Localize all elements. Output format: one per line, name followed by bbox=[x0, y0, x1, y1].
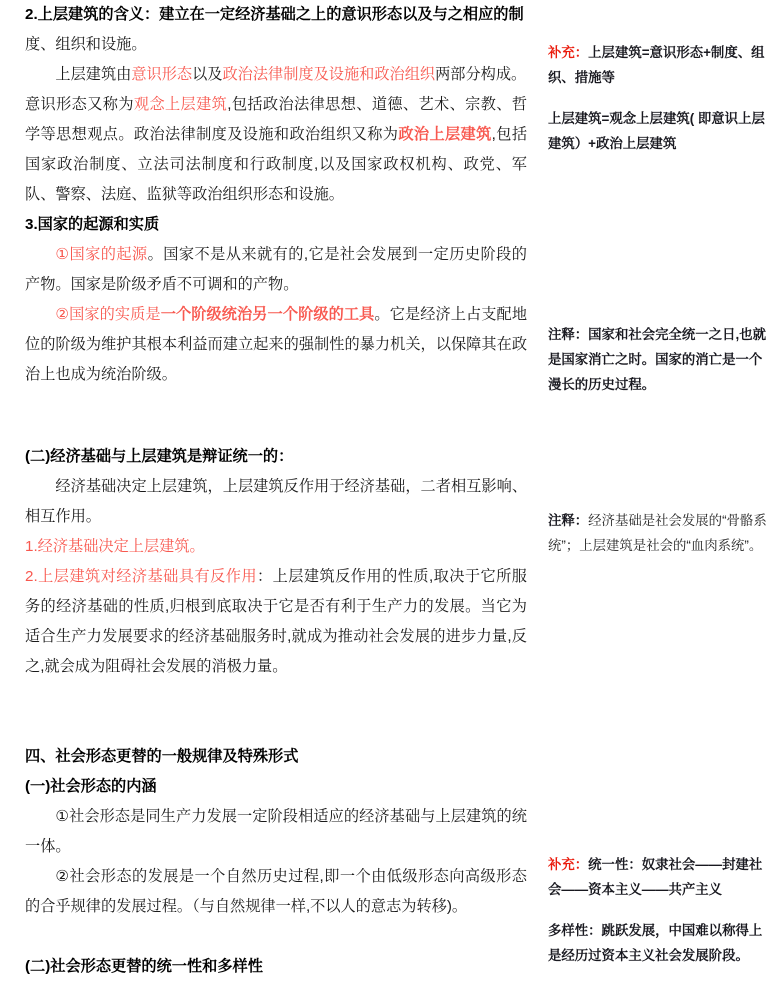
s2-p2-b: ,包括政治法律思想、道德、艺术、宗教、哲学等思想观点。政治法律制度及设施和政治组织又称为 bbox=[25, 96, 528, 143]
s-er-point2-rest: ：上层建筑反作用的性质,取决于它所服务的经济基础的性质,归根到底取决于它是否有利于生产力的发展。当它为适合生产力发展要求的经济基础服务时,就成为推动社会发展的进步力量,反之,就会成为阻碍社会发展的消极力量。 bbox=[25, 568, 527, 675]
section-3-heading: 3.国家的起源和实质 bbox=[25, 216, 160, 233]
s3-item2-red: ②国家的实质是 bbox=[55, 306, 161, 323]
section-4-sub1-item-1: ①社会形态是同生产力发展一定阶段相适应的经济基础与上层建筑的统一体。 bbox=[25, 808, 527, 855]
section-er-point-2 bbox=[25, 562, 527, 682]
margin-note-4-line-1 bbox=[548, 852, 768, 902]
margin-note-2-line bbox=[548, 322, 768, 397]
margin-note-2-label: 注释： bbox=[548, 327, 589, 342]
s-er-point1-red: 1.经济基础决定上层建筑。 bbox=[25, 538, 205, 555]
spacer-before-section-4 bbox=[25, 682, 527, 742]
section-3-item-1 bbox=[25, 240, 527, 300]
margin-note-1-line-1 bbox=[548, 40, 768, 90]
section-4-heading: 四、社会形态更替的一般规律及特殊形式 bbox=[25, 748, 299, 765]
spacer-before-sub2 bbox=[25, 922, 527, 952]
s2-p2-red-conceptual: 观念上层建筑 bbox=[133, 96, 228, 113]
margin-note-1 bbox=[548, 40, 768, 156]
margin-note-4 bbox=[548, 852, 768, 968]
section-2-heading-rest: 建立在一定经济基础之上的意识形态以及与之相应的制 bbox=[159, 6, 524, 23]
margin-note-3 bbox=[548, 508, 768, 558]
s2-p1-c: 两部分构成。 bbox=[435, 66, 527, 83]
section-4-sub1-heading: (一)社会形态的内涵 bbox=[25, 778, 157, 795]
s3-item2-red-bold: 一个阶级统治另一个阶级的工具 bbox=[160, 306, 375, 323]
margin-note-1-body: 上层建筑=意识形态+制度、组织、措施等 bbox=[548, 45, 765, 85]
section-er-point-1 bbox=[25, 532, 527, 562]
margin-note-3-label: 注释： bbox=[548, 513, 589, 528]
s2-p1-a: 上层建筑由 bbox=[55, 66, 132, 83]
s2-p2-c: ,包括国家政治制度、立法司法制度和行政制度,以及国家政权机构、政党、军队、警察、法庭、监狱等政治组织形态和设施。 bbox=[25, 126, 528, 203]
s2-p1-red-ideology: 意识形态 bbox=[131, 66, 193, 83]
s3-item2-rest: 。它是经济上占支配地位的阶级为维护其根本利益而建立起来的强制性的暴力机关，以保障其在政治上也成为统治阶级。 bbox=[25, 306, 528, 383]
s3-item1-red: ①国家的起源 bbox=[55, 246, 148, 263]
section-2-paragraph-1 bbox=[25, 60, 527, 90]
section-4-sub1-item-2: ②社会形态的发展是一个自然历史过程,即一个由低级形态向高级形态的合乎规律的发展过程。（与自然规律一样,不以人的意志为转移)。 bbox=[25, 868, 527, 915]
margin-note-1-label: 补充： bbox=[548, 45, 589, 60]
margin-note-2-body: 国家和社会完全统一之日,也就是国家消亡之时。国家的消亡是一个漫长的历史过程。 bbox=[548, 327, 766, 392]
s-er-point2-red: 2.上层建筑对经济基础具有反作用 bbox=[25, 568, 257, 585]
margin-note-4-body-2: 多样性：跳跃发展，中国难以称得上是经历过资本主义社会发展阶段。 bbox=[548, 923, 763, 963]
section-2-heading-colon: ： bbox=[143, 6, 160, 23]
section-2-heading-label: 2.上层建筑的含义 bbox=[25, 6, 144, 23]
section-2-heading-line2: 度、组织和设施。 bbox=[25, 36, 147, 53]
s3-item1-rest: 。国家不是从来就有的,它是社会发展到一定历史阶段的产物。国家是阶级矛盾不可调和的产物。 bbox=[25, 246, 527, 293]
margin-note-3-line bbox=[548, 508, 768, 558]
section-er-heading: (二)经济基础与上层建筑是辩证统一的： bbox=[25, 448, 294, 465]
margin-note-1-body-2: 上层建筑=观念上层建筑( 即意识上层建筑）+政治上层建筑 bbox=[548, 111, 765, 151]
s2-p1-b: 以及 bbox=[192, 66, 223, 83]
margin-note-4-label: 补充： bbox=[548, 857, 589, 872]
section-er-paragraph-1: 经济基础决定上层建筑，上层建筑反作用于经济基础，二者相互影响、相互作用。 bbox=[25, 478, 527, 525]
section-2-paragraph-2 bbox=[25, 90, 527, 210]
section-2-heading bbox=[25, 0, 527, 30]
margin-note-2 bbox=[548, 322, 768, 397]
margin-note-4-gap bbox=[548, 902, 768, 918]
section-4-sub2-heading: (二)社会形态更替的统一性和多样性 bbox=[25, 958, 263, 975]
margin-note-3-body: 经济基础是社会发展的“骨骼系统”；上层建筑是社会的“血肉系统”。 bbox=[548, 513, 767, 553]
margin-note-1-gap bbox=[548, 90, 768, 106]
margin-note-4-body: 统一性：奴隶社会——封建社会——资本主义——共产主义 bbox=[548, 857, 763, 897]
s2-p2-a: 意识形态又称为 bbox=[25, 96, 134, 113]
spacer-after-section-3 bbox=[25, 390, 527, 442]
main-text-column bbox=[25, 0, 527, 982]
s2-p1-red-political-legal: 政治法律制度及设施和政治组织 bbox=[222, 66, 436, 83]
s2-p2-red-political-superstructure: 政治上层建筑 bbox=[398, 126, 492, 143]
section-3-item-2 bbox=[25, 300, 527, 390]
